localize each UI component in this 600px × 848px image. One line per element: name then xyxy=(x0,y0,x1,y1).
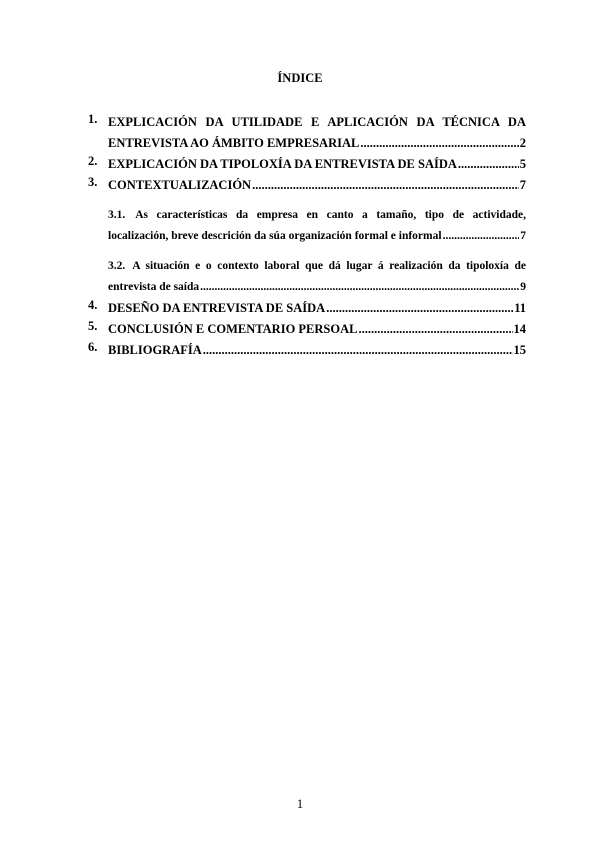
toc-entry-number: 3.1. xyxy=(108,209,126,221)
table-of-contents xyxy=(88,112,526,361)
toc-entry-2[interactable] xyxy=(88,154,526,175)
toc-entry-title: DESEÑO DA ENTREVISTA DE SAÍDA xyxy=(108,301,326,315)
toc-entry-number: 3. xyxy=(88,175,98,189)
leader-dots xyxy=(203,340,513,361)
toc-entry-title: BIBLIOGRAFÍA xyxy=(108,343,202,357)
toc-entry-6[interactable] xyxy=(88,340,526,361)
toc-entry-title: As características da empresa en canto a tamaño, tipo de actividade, xyxy=(135,209,526,221)
page-title: ÍNDICE xyxy=(277,71,323,85)
toc-page-number: 2 xyxy=(519,136,526,150)
toc-page-number: 15 xyxy=(513,343,526,357)
toc-entry-title: EXPLICACIÓN DA TIPOLOXÍA DA ENTREVISTA DE SAÍDA xyxy=(108,157,457,171)
toc-entry-number: 5. xyxy=(88,319,98,333)
toc-page-number: 7 xyxy=(520,230,526,242)
leader-dots xyxy=(443,226,520,247)
toc-entry-number: 4. xyxy=(88,298,98,312)
toc-entry-number: 2. xyxy=(88,154,98,168)
page-number: 1 xyxy=(296,797,304,811)
toc-entry-title-cont: entrevista de saída xyxy=(108,281,200,293)
toc-entry-5[interactable] xyxy=(88,319,526,340)
toc-entry-number: 1. xyxy=(88,112,98,126)
toc-entry-3-1[interactable] xyxy=(88,205,526,247)
toc-entry-3-2[interactable] xyxy=(88,256,526,298)
toc-entry-title: CONTEXTUALIZACIÓN xyxy=(108,178,252,192)
leader-dots xyxy=(200,277,519,298)
toc-entry-title: EXPLICACIÓN DA UTILIDADE E APLICACIÓN DA TÉCNICA DA xyxy=(108,115,526,129)
toc-entry-number: 6. xyxy=(88,340,98,354)
toc-entry-4[interactable] xyxy=(88,298,526,319)
toc-entry-title: A situación e o contexto laboral que dá lugar á realización da tipoloxía de xyxy=(132,260,526,272)
toc-page-number: 7 xyxy=(519,178,526,192)
toc-entry-title-cont: localización, breve descrición da súa organización formal e informal xyxy=(108,230,442,242)
leader-dots xyxy=(458,154,519,175)
leader-dots xyxy=(358,319,512,340)
toc-page-number: 11 xyxy=(514,301,526,315)
leader-dots xyxy=(326,298,513,319)
toc-entry-title-cont: ENTREVISTA AO ÁMBITO EMPRESARIAL xyxy=(108,136,360,150)
toc-entry-number: 3.2. xyxy=(108,260,126,272)
toc-page-number: 5 xyxy=(519,157,526,171)
leader-dots xyxy=(252,175,519,196)
toc-entry-3[interactable] xyxy=(88,175,526,196)
toc-page-number: 9 xyxy=(520,281,526,293)
toc-entry-1[interactable] xyxy=(88,112,526,154)
leader-dots xyxy=(360,133,518,154)
toc-entry-title: CONCLUSIÓN E COMENTARIO PERSOAL xyxy=(108,322,358,336)
toc-page-number: 14 xyxy=(513,322,526,336)
